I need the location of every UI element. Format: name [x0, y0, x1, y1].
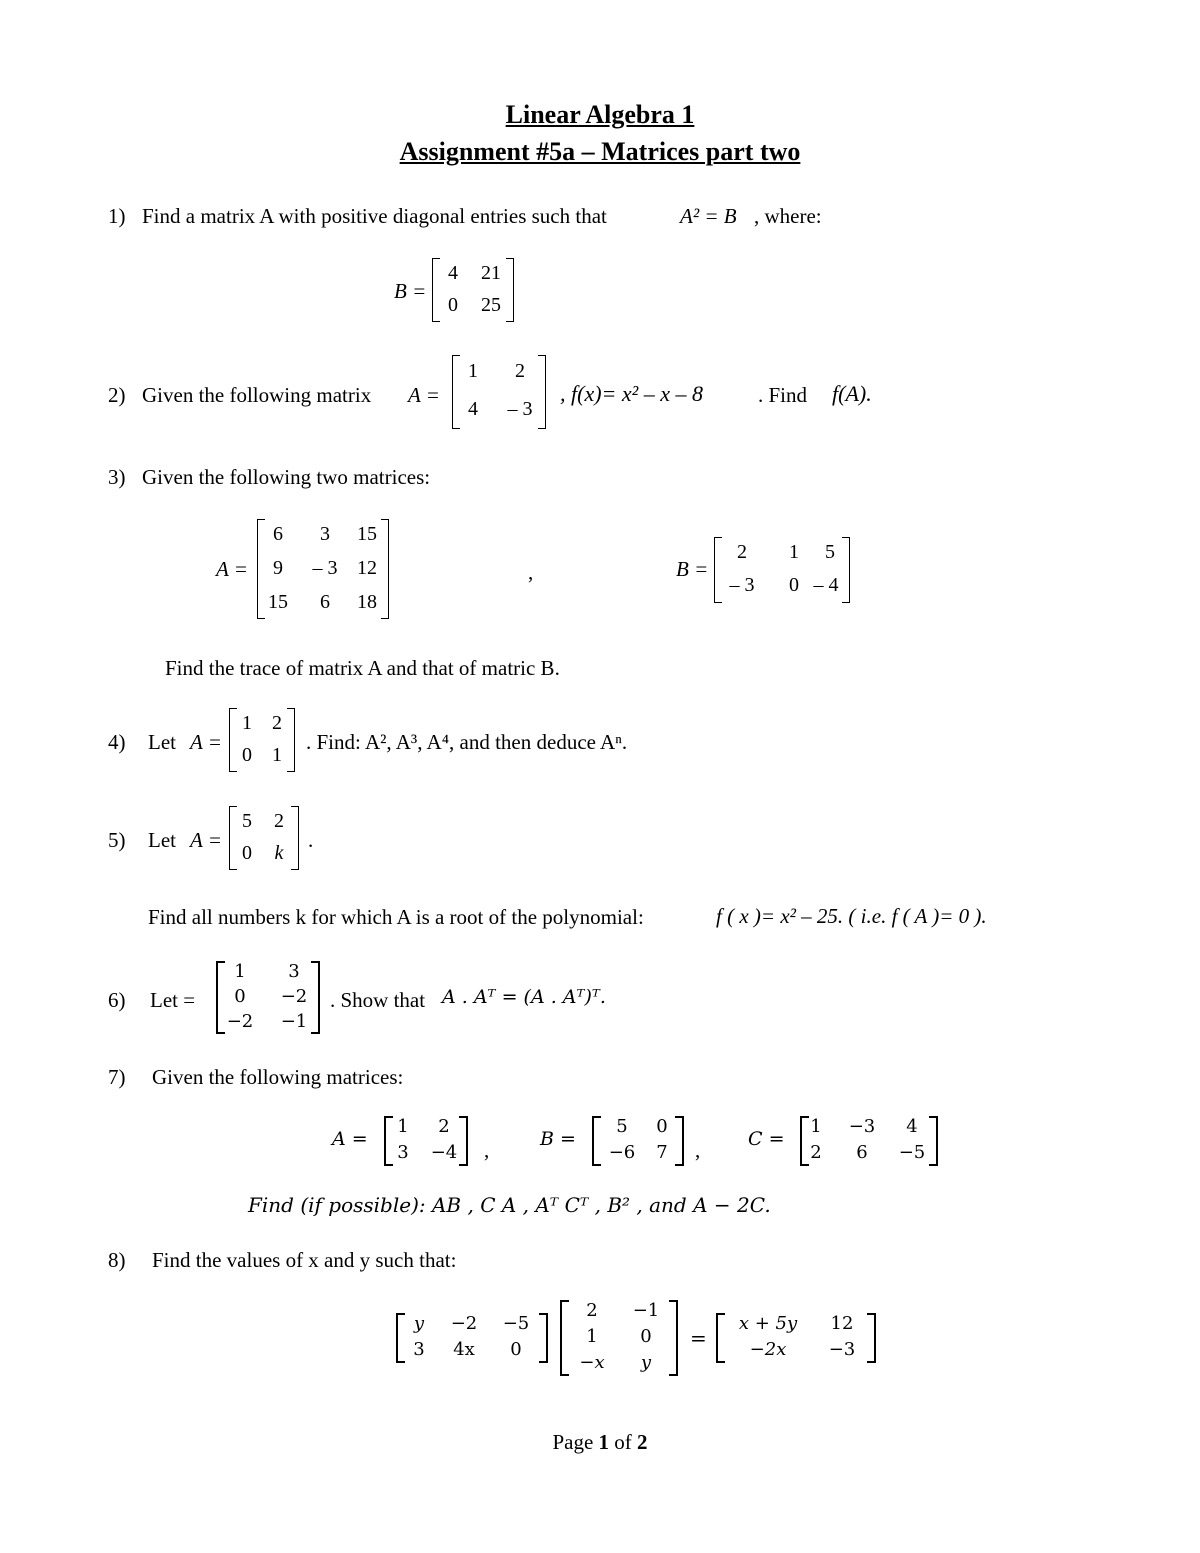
- problem-1-equation: A² = B: [680, 204, 737, 228]
- problem-4-matrix-label: A =: [190, 730, 222, 754]
- matrix-cell: 4: [448, 262, 458, 284]
- matrix-cell: 9: [273, 557, 283, 579]
- page-number: 1: [598, 1430, 610, 1454]
- matrix-cell: −3: [848, 1116, 876, 1137]
- matrix-cell: 6: [273, 523, 283, 545]
- matrix-cell: 25: [481, 294, 501, 316]
- problem-5-matrix-a: [229, 806, 299, 870]
- problem-7-c-label: C =: [748, 1128, 785, 1150]
- problem-2-matrix-a: [452, 355, 546, 429]
- problem-1-matrix-b: [432, 258, 514, 322]
- matrix-cell: 2: [272, 712, 282, 734]
- problem-4-matrix-a: [229, 708, 295, 772]
- matrix-cell: 2: [438, 1116, 450, 1137]
- matrix-cell: x + 5y: [738, 1313, 798, 1334]
- problem-6-tail: . Show that: [330, 988, 426, 1012]
- problem-1-tail: , where:: [754, 204, 822, 228]
- problem-5-let: Let: [148, 828, 176, 852]
- matrix-cell: 0: [656, 1116, 668, 1137]
- matrix-cell: −2x: [749, 1339, 787, 1360]
- page-of: of: [614, 1430, 632, 1454]
- matrix-cell: 0: [640, 1326, 652, 1347]
- matrix-cell: 12: [830, 1313, 854, 1334]
- matrix-cell: −1: [280, 1011, 308, 1032]
- problem-3-question: Find the trace of matrix A and that of matric B.: [165, 656, 560, 680]
- problem-8-matrix-1: [396, 1313, 548, 1363]
- matrix-cell: 4: [468, 398, 478, 420]
- problem-4-let: Let: [148, 730, 176, 754]
- matrix-cell: 1: [789, 541, 799, 563]
- matrix-cell: 3: [320, 523, 330, 545]
- assignment-title: Assignment #5a – Matrices part two: [399, 137, 801, 166]
- matrix-cell: 2: [274, 810, 284, 832]
- matrix-cell: 0: [448, 294, 458, 316]
- matrix-cell: 3: [413, 1339, 425, 1360]
- matrix-cell: −1: [632, 1300, 660, 1321]
- problem-3-number: 3): [108, 465, 126, 489]
- matrix-cell: 4: [906, 1116, 918, 1137]
- matrix-cell: −x: [579, 1352, 605, 1373]
- problem-8-matrix-2: [560, 1300, 678, 1376]
- course-title: Linear Algebra 1: [505, 100, 695, 129]
- problem-3-separator: ,: [528, 560, 534, 584]
- matrix-cell: 2: [586, 1300, 598, 1321]
- matrix-cell: 2: [810, 1142, 822, 1163]
- problem-5-question: Find all numbers k for which A is a root of the polynomial:: [148, 905, 644, 929]
- matrix-cell: 15: [357, 523, 377, 545]
- matrix-cell: −6: [608, 1142, 636, 1163]
- problem-4-number: 4): [108, 730, 126, 754]
- matrix-cell: 3: [397, 1142, 409, 1163]
- matrix-cell: 1: [234, 961, 246, 982]
- problem-2-text: Given the following matrix: [142, 383, 372, 407]
- matrix-cell: −5: [502, 1313, 530, 1334]
- matrix-cell: 5: [242, 810, 252, 832]
- matrix-cell: 0: [242, 842, 252, 864]
- matrix-cell: 4x: [453, 1339, 475, 1360]
- problem-7-comma: ,: [484, 1138, 490, 1162]
- problem-2-tail: . Find: [758, 383, 808, 407]
- matrix-cell: – 3: [729, 574, 755, 596]
- matrix-cell: – 3: [312, 557, 338, 579]
- matrix-cell: 0: [789, 574, 799, 596]
- matrix-cell: 5: [825, 541, 835, 563]
- matrix-cell: 21: [481, 262, 501, 284]
- matrix-cell: 7: [656, 1142, 668, 1163]
- matrix-cell: −2: [280, 986, 308, 1007]
- problem-3-matrix-b: [714, 537, 850, 603]
- problem-2-number: 2): [108, 383, 126, 407]
- problem-7-text: Given the following matrices:: [152, 1065, 404, 1089]
- matrix-cell: 15: [268, 591, 288, 613]
- matrix-cell: k: [274, 842, 284, 864]
- problem-3-matrix-a: [257, 519, 389, 619]
- matrix-cell: 6: [856, 1142, 868, 1163]
- problem-3-text: Given the following two matrices:: [142, 465, 431, 489]
- problem-5-dot: .: [308, 828, 314, 852]
- problem-6-equation: A . Aᵀ = (A . Aᵀ)ᵀ.: [442, 986, 606, 1008]
- page-label: Page: [552, 1430, 594, 1454]
- matrix-cell: −3: [828, 1339, 856, 1360]
- problem-7-matrix-b: [592, 1116, 684, 1166]
- matrix-cell: 1: [810, 1116, 822, 1137]
- matrix-cell: 0: [510, 1339, 522, 1360]
- matrix-cell: 1: [242, 712, 252, 734]
- problem-2-find: f(A).: [832, 381, 872, 406]
- matrix-cell: 1: [272, 744, 282, 766]
- page-total: 2: [637, 1430, 648, 1454]
- matrix-cell: – 3: [507, 398, 533, 420]
- matrix-cell: 2: [515, 360, 525, 382]
- problem-1-text: Find a matrix A with positive diagonal entries such that: [142, 204, 607, 228]
- problem-5-polynomial: f ( x )= x² – 25. ( i.e. f ( A )= 0 ).: [716, 904, 987, 928]
- matrix-cell: 5: [616, 1116, 628, 1137]
- problem-3-b-label: B =: [676, 557, 709, 581]
- matrix-cell: 18: [357, 591, 377, 613]
- problem-1-matrix-label: B =: [394, 279, 427, 303]
- problem-7-a-label: A =: [332, 1128, 368, 1150]
- problem-7-number: 7): [108, 1065, 126, 1089]
- problem-6-let: Let =: [150, 988, 196, 1012]
- problem-8-text: Find the values of x and y such that:: [152, 1248, 457, 1272]
- matrix-cell: −2: [450, 1313, 478, 1334]
- matrix-cell: 6: [320, 591, 330, 613]
- matrix-cell: −5: [898, 1142, 926, 1163]
- matrix-cell: y: [640, 1352, 652, 1373]
- matrix-cell: 12: [357, 557, 377, 579]
- problem-5-number: 5): [108, 828, 126, 852]
- page-footer: [0, 1430, 1200, 1455]
- problem-6-number: 6): [108, 988, 126, 1012]
- matrix-cell: 1: [397, 1116, 409, 1137]
- problem-2-function: , f(x)= x² – x – 8: [560, 381, 703, 406]
- matrix-cell: −4: [430, 1142, 458, 1163]
- problem-6-matrix: [216, 961, 320, 1034]
- matrix-cell: y: [413, 1313, 425, 1334]
- problem-7-comma: ,: [695, 1138, 701, 1162]
- matrix-cell: 1: [586, 1326, 598, 1347]
- problem-1-number: 1): [108, 204, 126, 228]
- problem-5-matrix-label: A =: [190, 828, 222, 852]
- matrix-cell: −2: [226, 1011, 254, 1032]
- matrix-cell: 0: [234, 986, 246, 1007]
- problem-3-a-label: A =: [216, 557, 248, 581]
- problem-4-tail: . Find: A², A³, A⁴, and then deduce Aⁿ.: [306, 730, 628, 754]
- problem-7-find: Find (if possible): AB , C A , Aᵀ Cᵀ , B² , and A − 2C.: [248, 1193, 771, 1217]
- matrix-cell: 2: [737, 541, 747, 563]
- problem-8-equals: =: [690, 1326, 707, 1350]
- problem-7-matrix-a: [384, 1116, 468, 1166]
- problem-8-number: 8): [108, 1248, 126, 1272]
- matrix-cell: 0: [242, 744, 252, 766]
- problem-7-b-label: B =: [540, 1128, 576, 1150]
- problem-2-matrix-label: A =: [408, 383, 440, 407]
- matrix-cell: – 4: [813, 574, 839, 596]
- problem-8-matrix-3: [716, 1313, 876, 1363]
- matrix-cell: 3: [288, 961, 300, 982]
- matrix-cell: 1: [468, 360, 478, 382]
- problem-7-matrix-c: [800, 1116, 938, 1166]
